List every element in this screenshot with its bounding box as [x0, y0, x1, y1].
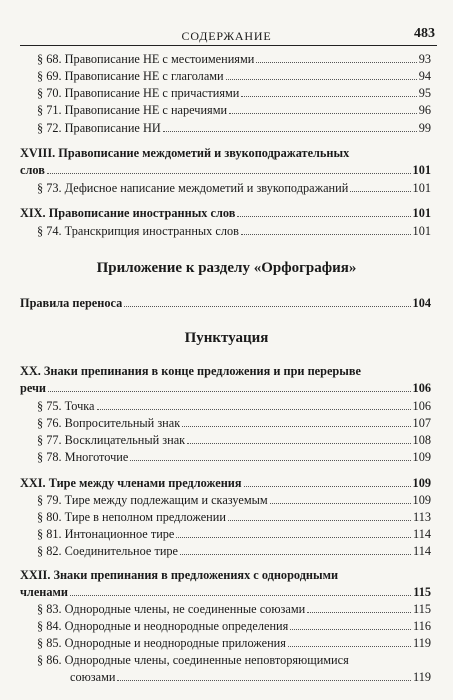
page-ref: 115	[413, 585, 431, 599]
page-ref: 95	[418, 86, 431, 100]
dot-leader	[270, 503, 411, 504]
dot-leader	[226, 79, 417, 80]
dot-leader	[97, 409, 411, 410]
dot-leader	[244, 486, 411, 487]
toc-entry-75[interactable]	[37, 398, 431, 414]
section-number: § 75.	[37, 399, 62, 413]
section-number: § 84.	[37, 619, 62, 633]
toc-chapter-xxii[interactable]	[20, 584, 431, 600]
running-title: СОДЕРЖАНИЕ	[181, 29, 272, 43]
toc-chapter-xix[interactable]	[20, 205, 431, 221]
page-ref: 114	[413, 544, 431, 558]
dot-leader	[256, 62, 416, 63]
section-title: Точка	[64, 399, 95, 413]
toc-chapter-xx[interactable]	[20, 380, 431, 396]
dot-leader	[350, 191, 410, 192]
section-title: Тире в неполном предложении	[64, 510, 226, 524]
toc-entry-76[interactable]	[37, 415, 431, 431]
section-number: § 79.	[37, 493, 62, 507]
section-number: § 74.	[37, 224, 62, 238]
toc-entry-84[interactable]	[37, 618, 431, 634]
dot-leader	[163, 131, 417, 132]
page-ref: 113	[413, 510, 431, 524]
toc-entry-69[interactable]	[37, 68, 431, 84]
toc-entry-70[interactable]	[37, 85, 431, 101]
page-ref: 106	[412, 381, 431, 395]
section-title: Правописание НЕ с причастиями	[64, 86, 240, 100]
section-title: Тире между подлежащим и сказуемым	[64, 493, 268, 507]
chapter-title-line: слов	[20, 163, 45, 177]
page-ref: 116	[413, 619, 431, 633]
entry-title: Правила переноса	[20, 296, 123, 310]
section-number: § 76.	[37, 416, 62, 430]
dot-leader	[290, 629, 411, 630]
toc-appendix-entry[interactable]	[20, 295, 431, 311]
appendix-heading: Приложение к разделу «Орфография»	[96, 260, 357, 276]
page-ref: 104	[412, 296, 431, 310]
page-ref: 109	[412, 476, 431, 490]
dot-leader	[47, 173, 411, 174]
dot-leader	[70, 595, 411, 596]
dot-leader	[237, 216, 410, 217]
section-title-cont: союзами	[70, 670, 116, 684]
dot-leader	[48, 391, 411, 392]
section-number: § 70.	[37, 86, 62, 100]
dot-leader	[124, 306, 410, 307]
section-title: Однородные и неоднородные приложения	[64, 636, 286, 650]
section-title: Правописание НЕ с глаголами	[64, 69, 224, 83]
dot-leader	[130, 460, 410, 461]
chapter-title: XXI. Тире между членами предложения	[20, 476, 242, 490]
toc-entry-79[interactable]	[37, 492, 431, 508]
section-title: Правописание НЕ с местоимениями	[64, 52, 255, 66]
chapter-title-line: XXII. Знаки препинания в предложениях с однородными	[20, 568, 339, 582]
section-number: § 69.	[37, 69, 62, 83]
dot-leader	[241, 234, 411, 235]
toc-entry-82[interactable]	[37, 543, 431, 559]
section-number: § 85.	[37, 636, 62, 650]
chapter-title: XIX. Правописание иностранных слов	[20, 206, 236, 220]
toc-entry-86-line	[37, 652, 349, 668]
page-ref: 109	[412, 493, 431, 507]
section-number: § 86.	[37, 653, 62, 667]
dot-leader	[176, 537, 411, 538]
toc-chapter-xviii[interactable]	[20, 162, 431, 178]
section-title: Многоточие	[64, 450, 129, 464]
page-ref: 99	[418, 121, 431, 135]
chapter-title-line: XX. Знаки препинания в конце предложения и при перерыве	[20, 364, 361, 378]
page-ref: 101	[412, 181, 431, 195]
section-number: § 77.	[37, 433, 62, 447]
section-number: § 71.	[37, 103, 62, 117]
page-ref: 101	[412, 163, 431, 177]
section-title: Однородные и неоднородные определения	[64, 619, 289, 633]
dot-leader	[288, 646, 411, 647]
dot-leader	[117, 680, 411, 681]
page-ref: 119	[413, 670, 431, 684]
dot-leader	[180, 554, 411, 555]
page-ref: 115	[413, 602, 431, 616]
toc-entry-80[interactable]	[37, 509, 431, 525]
page-number: 483	[414, 26, 435, 41]
section-title: Вопросительный знак	[64, 416, 181, 430]
section-title: Соединительное тире	[64, 544, 179, 558]
page-ref: 94	[418, 69, 431, 83]
page-ref: 108	[412, 433, 431, 447]
page-ref: 96	[418, 103, 431, 117]
toc-entry-85[interactable]	[37, 635, 431, 651]
chapter-title-line: членами	[20, 585, 68, 599]
section-number: § 80.	[37, 510, 62, 524]
punctuation-heading: Пунктуация	[184, 330, 269, 346]
section-number: § 82.	[37, 544, 62, 558]
section-number: § 81.	[37, 527, 62, 541]
section-title: Дефисное написание междометий и звукоподражаний	[64, 181, 349, 195]
dot-leader	[241, 96, 416, 97]
chapter-title-line: речи	[20, 381, 47, 395]
section-number: § 78.	[37, 450, 62, 464]
toc-entry-72[interactable]	[37, 120, 431, 136]
section-title: Интонационное тире	[64, 527, 175, 541]
toc-entry-86[interactable]	[70, 669, 431, 685]
dot-leader	[229, 113, 417, 114]
toc-entry-68[interactable]	[37, 51, 431, 67]
section-number: § 73.	[37, 181, 62, 195]
chapter-title-line: XVIII. Правописание междометий и звукоподражательных	[20, 146, 350, 160]
page-ref: 107	[412, 416, 431, 430]
section-title: Однородные члены, не соединенные союзами	[64, 602, 306, 616]
toc-entry-77[interactable]	[37, 432, 431, 448]
page-ref: 114	[413, 527, 431, 541]
toc-entry-71[interactable]	[37, 102, 431, 118]
section-title: Транскрипция иностранных слов	[64, 224, 239, 238]
page-ref: 93	[418, 52, 431, 66]
toc-entry-73[interactable]	[37, 180, 431, 196]
section-number: § 83.	[37, 602, 62, 616]
section-number: § 72.	[37, 121, 62, 135]
toc-chapter-xxi[interactable]	[20, 475, 431, 491]
page-ref: 106	[412, 399, 431, 413]
page-ref: 101	[412, 206, 431, 220]
section-title: Правописание НЕ с наречиями	[64, 103, 228, 117]
section-title: Однородные члены, соединенные неповторяющимися	[64, 653, 349, 667]
toc-entry-78[interactable]	[37, 449, 431, 465]
section-title: Восклицательный знак	[64, 433, 186, 447]
section-title: Правописание НИ	[64, 121, 161, 135]
page-ref: 101	[412, 224, 431, 238]
page-ref: 119	[413, 636, 431, 650]
toc-entry-81[interactable]	[37, 526, 431, 542]
toc-entry-83[interactable]	[37, 601, 431, 617]
section-number: § 68.	[37, 52, 62, 66]
dot-leader	[182, 426, 410, 427]
dot-leader	[228, 520, 411, 521]
dot-leader	[187, 443, 410, 444]
dot-leader	[307, 612, 411, 613]
toc-entry-74[interactable]	[37, 223, 431, 239]
page-ref: 109	[412, 450, 431, 464]
